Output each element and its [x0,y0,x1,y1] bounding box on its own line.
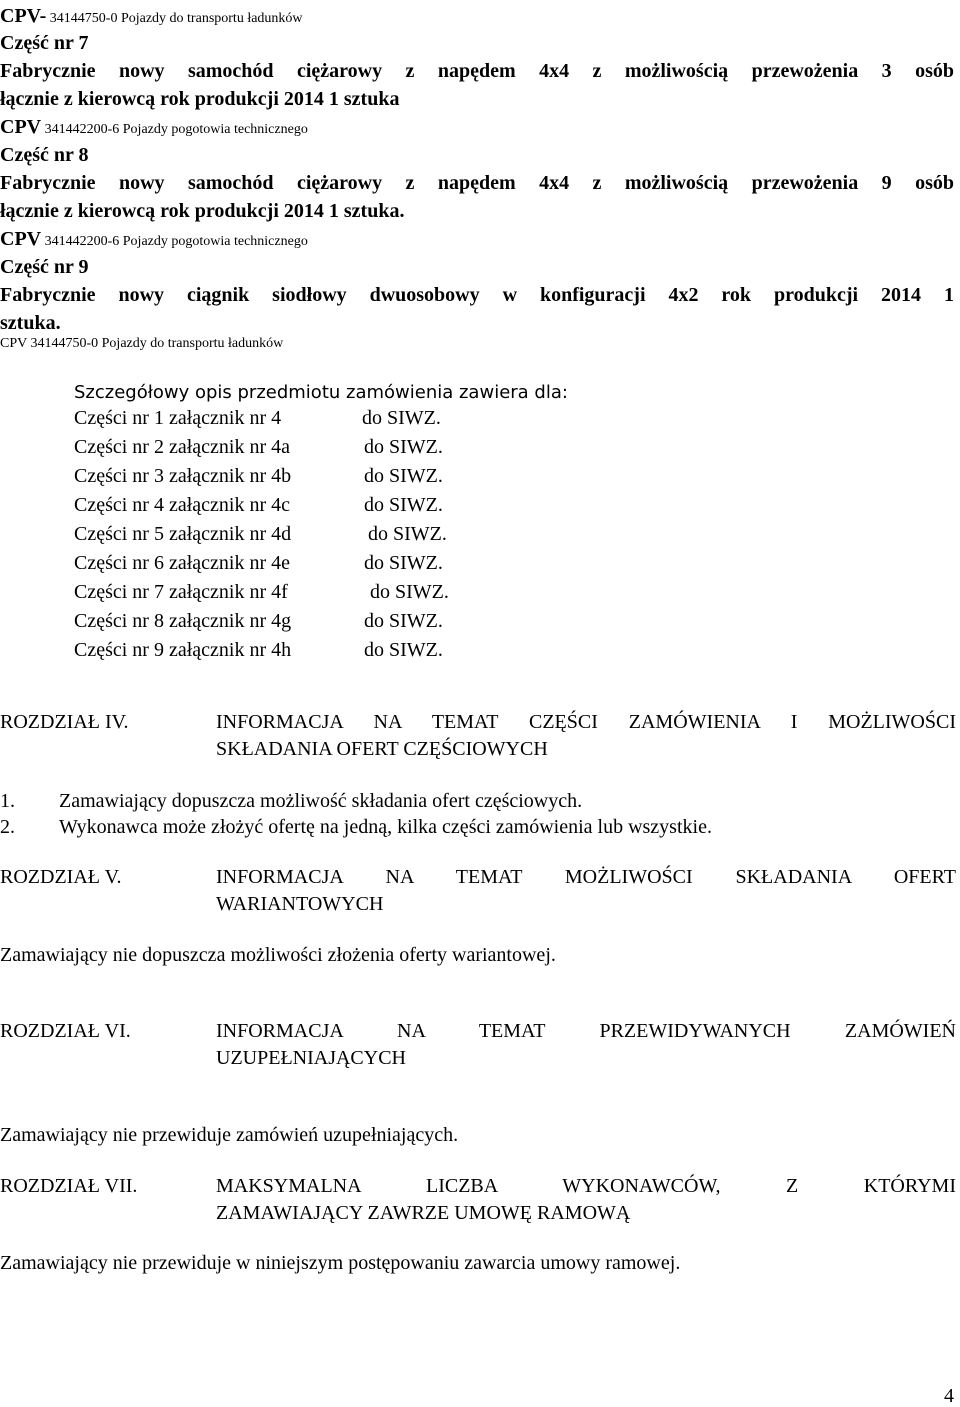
part-suffix: do SIWZ. [364,552,443,574]
part-suffix: do SIWZ. [364,465,443,487]
cpv-line-7 [0,117,308,137]
chapter-vi-body: Zamawiający nie przewiduje zamówień uzupełniających. [0,1124,459,1146]
part-label: Części nr 3 załącznik nr 4b [74,465,292,487]
item-number: 1. [0,790,15,812]
page-number: 4 [944,1385,954,1407]
chapter-title-line1: MAKSYMALNA LICZBA WYKONAWCÓW, Z KTÓRYMI [216,1175,956,1197]
part-7-description-line2: łącznie z kierowcą rok produkcji 2014 1 sztuka [0,88,400,110]
chapter-title-line2: SKŁADANIA OFERT CZĘŚCIOWYCH [216,738,548,760]
chapter-title-line1: INFORMACJA NA TEMAT CZĘŚCI ZAMÓWIENIA I MOŻLIWOŚCI [216,711,956,733]
chapter-v-body: Zamawiający nie dopuszcza możliwości złożenia oferty wariantowej. [0,944,556,966]
part-label: Części nr 8 załącznik nr 4g [74,610,292,632]
part-suffix: do SIWZ. [368,523,447,545]
chapter-title-line2: ZAMAWIAJĄCY ZAWRZE UMOWĘ RAMOWĄ [216,1202,631,1224]
item-text: Zamawiający dopuszcza możliwość składania ofert częściowych. [59,790,583,812]
details-intro: Szczegółowy opis przedmiotu zamówienia zawiera dla: [74,382,568,403]
chapter-title-line1: INFORMACJA NA TEMAT PRZEWIDYWANYCH ZAMÓWIEŃ [216,1020,956,1042]
chapter-number: ROZDZIAŁ VII. [0,1175,138,1197]
chapter-title [216,1021,956,1068]
part-suffix: do SIWZ. [364,436,443,458]
chapter-title-line2: WARIANTOWYCH [216,893,384,915]
chapter-iv-item-1 [0,790,583,812]
part-suffix: do SIWZ. [364,494,443,516]
cpv-text: 341442200-6 Pojazdy pogotowia technicznego [41,122,308,137]
chapter-title [216,1176,956,1223]
part-heading-7: Część nr 7 [0,32,89,54]
cpv-line-9: CPV 34144750-0 Pojazdy do transportu ładunków [0,336,284,351]
part-label: Części nr 7 załącznik nr 4f [74,581,288,603]
chapter-number: ROZDZIAŁ VI. [0,1020,131,1042]
part-suffix: do SIWZ. [364,610,443,632]
chapter-number: ROZDZIAŁ IV. [0,711,129,733]
cpv-line-top [0,6,303,26]
cpv-prefix: CPV [0,228,42,250]
part-label: Części nr 4 załącznik nr 4c [74,494,291,516]
cpv-prefix: CPV [0,116,42,138]
chapter-vii-body: Zamawiający nie przewiduje w niniejszym postępowaniu zawarcia umowy ramowej. [0,1252,681,1274]
part-label: Części nr 1 załącznik nr 4 [74,407,282,429]
part-label: Części nr 5 załącznik nr 4d [74,523,292,545]
part-label: Części nr 2 załącznik nr 4a [74,436,291,458]
part-suffix: do SIWZ. [364,639,443,661]
chapter-title [216,712,956,759]
cpv-text: 34144750-0 Pojazdy do transportu ładunków [46,11,303,26]
chapter-title [216,867,956,914]
chapter-iv-item-2 [0,816,712,838]
part-9-description-line2: sztuka. [0,312,61,334]
item-text: Wykonawca może złożyć ofertę na jedną, kilka części zamówienia lub wszystkie. [59,816,712,838]
chapter-number: ROZDZIAŁ V. [0,866,122,888]
part-suffix: do SIWZ. [370,581,449,603]
item-number: 2. [0,816,15,838]
part-9-description-line1: Fabrycznie nowy ciągnik siodłowy dwuosobowy w konfiguracji 4x2 rok produkcji 2014 1 [0,284,954,306]
cpv-text: 341442200-6 Pojazdy pogotowia technicznego [41,234,308,249]
part-7-description-line1: Fabrycznie nowy samochód ciężarowy z napędem 4x4 z możliwością przewożenia 3 osób [0,60,954,82]
part-label: Części nr 9 załącznik nr 4h [74,639,292,661]
cpv-prefix: CPV- [0,5,47,27]
part-heading-9: Część nr 9 [0,256,89,278]
chapter-title-line2: UZUPEŁNIAJĄCYCH [216,1047,406,1069]
part-8-description-line1: Fabrycznie nowy samochód ciężarowy z napędem 4x4 z możliwością przewożenia 9 osób [0,172,954,194]
chapter-title-line1: INFORMACJA NA TEMAT MOŻLIWOŚCI SKŁADANIA OFERT [216,866,956,888]
part-suffix: do SIWZ. [362,407,441,429]
part-label: Części nr 6 załącznik nr 4e [74,552,291,574]
cpv-line-8 [0,229,308,249]
part-heading-8: Część nr 8 [0,144,89,166]
part-8-description-line2: łącznie z kierowcą rok produkcji 2014 1 sztuka. [0,200,405,222]
